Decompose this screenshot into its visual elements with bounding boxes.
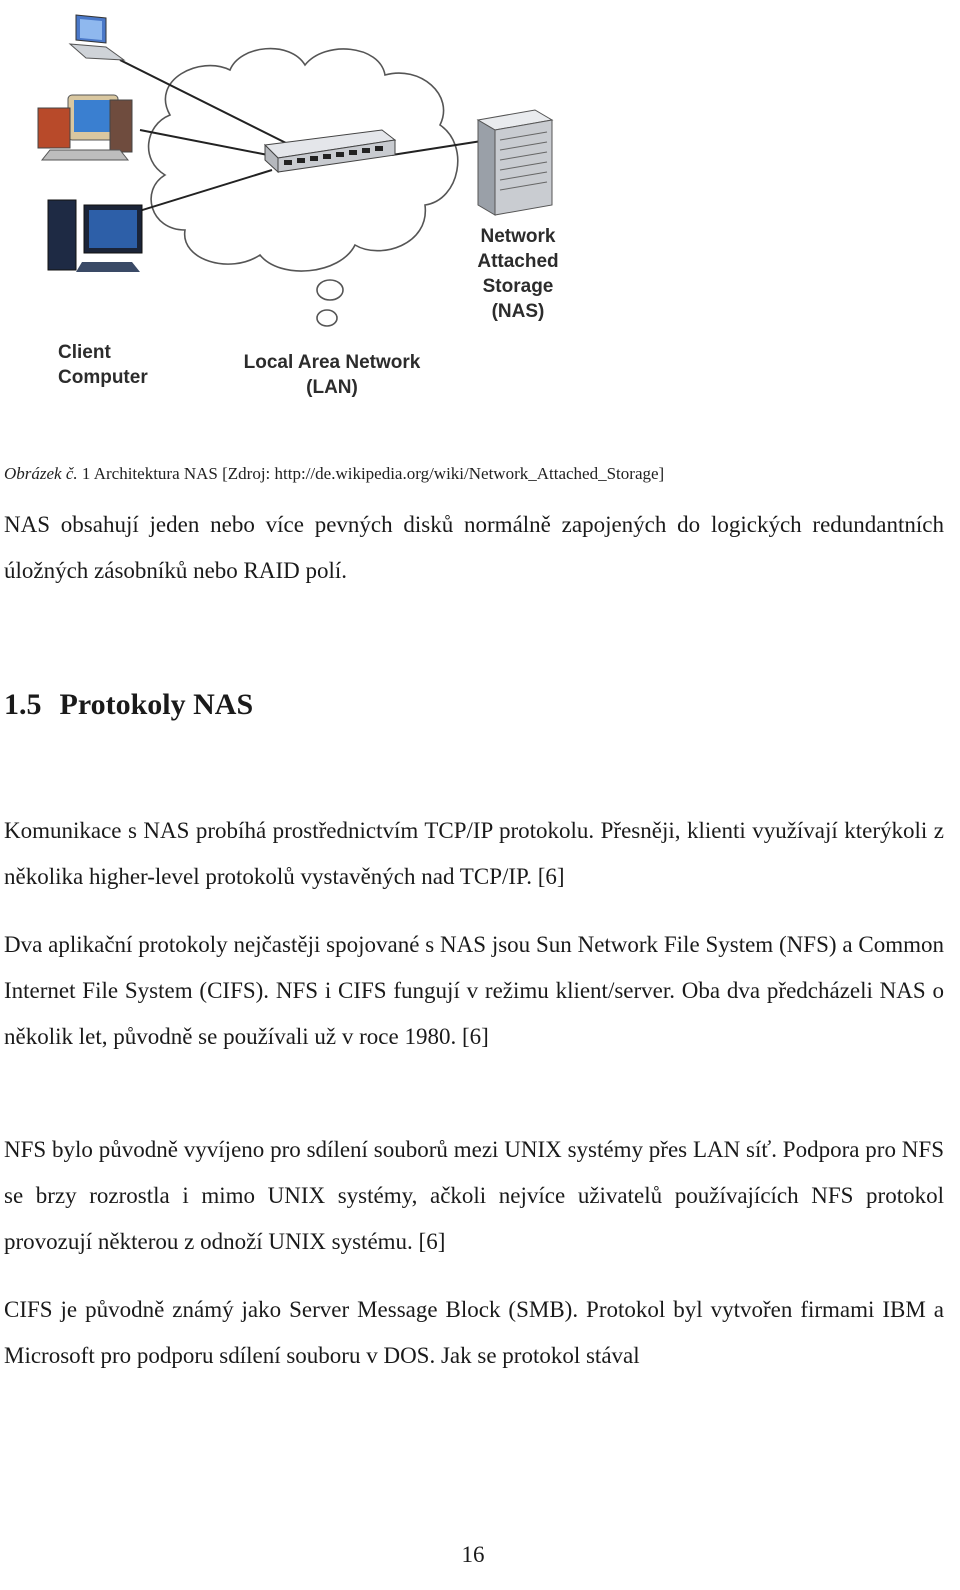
paragraph-communication: Komunikace s NAS probíhá prostřednictvím TCP/IP protokolu. Přesněji, klienti využívají kterýkoli z několika higher-level protokolů vystavěných nad TCP/IP. [6]	[4, 818, 944, 889]
nas-server-icon	[478, 110, 552, 215]
paragraph-cifs: CIFS je původně známý jako Server Message Block (SMB). Protokol byl vytvořen firmami IBM a Microsoft pro podporu sdílení souboru v DOS. Jak se protokol stával	[4, 1297, 944, 1368]
page-number: 16	[461, 1542, 485, 1567]
section-heading	[4, 688, 253, 722]
nas-architecture-figure	[0, 0, 600, 420]
paragraph-nas-disks: NAS obsahují jeden nebo více pevných disků normálně zapojených do logických redundantních úložných zásobníků nebo RAID polí.	[4, 512, 944, 583]
client-computer-label: Client Computer	[58, 342, 148, 388]
tower-pc-icon	[48, 200, 142, 272]
lan-label: Local Area Network (LAN)	[243, 352, 421, 398]
section-title: Protokoly NAS	[59, 688, 254, 721]
paragraph-nfs: NFS bylo původně vyvíjeno pro sdílení souborů mezi UNIX systémy přes LAN síť. Podpora pro NFS se brzy rozrostla i mimo UNIX systémy, ačkoli nejvíce uživatelů používajících NFS protokol provozují některou z odnoží UNIX systému. [6]	[4, 1137, 944, 1254]
section-number: 1.5	[4, 688, 42, 721]
desktop-computer-icon	[38, 95, 132, 160]
figure-caption	[4, 464, 664, 484]
cloud-icon	[149, 49, 458, 326]
caption-text: 1 Architektura NAS [Zdroj: http://de.wikipedia.org/wiki/Network_Attached_Storage]	[77, 464, 665, 483]
nas-label: Network Attached Storage (NAS)	[477, 226, 559, 322]
caption-lead: Obrázek č.	[4, 464, 78, 483]
paragraph-protocols: Dva aplikační protokoly nejčastěji spojované s NAS jsou Sun Network File System (NFS) a Common Internet File System (CIFS). NFS i CIFS fungují v režimu klient/server. Oba dva předcházeli NAS o několik let, původně se používali už v roce 1980. [6]	[4, 932, 944, 1049]
laptop-icon	[70, 15, 124, 60]
